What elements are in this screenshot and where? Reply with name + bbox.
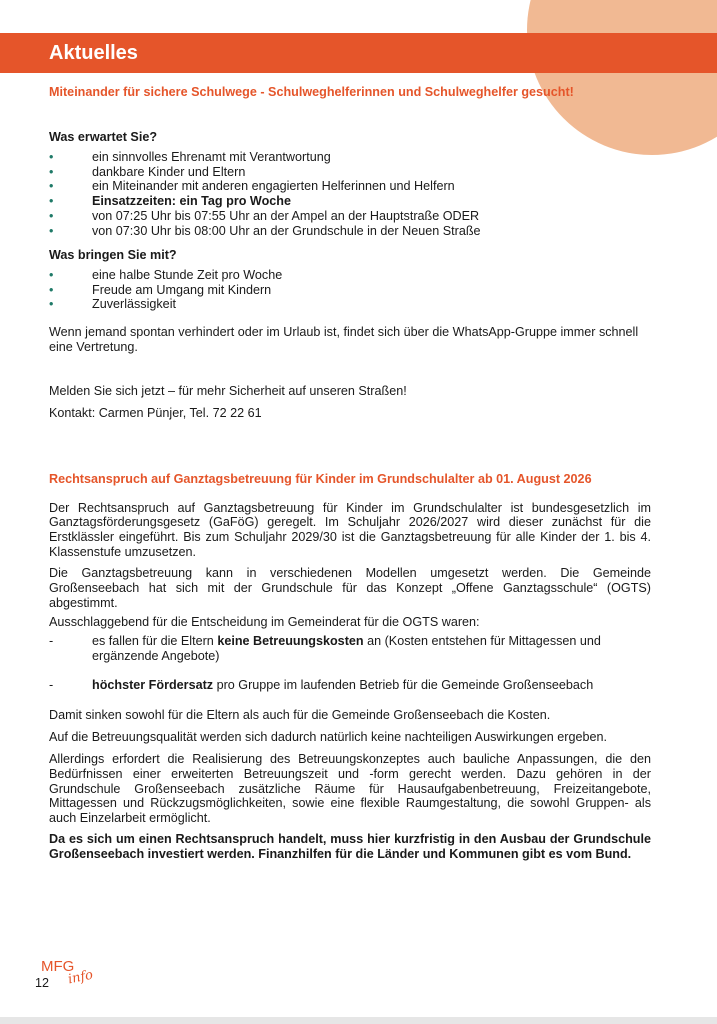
paragraph: Ausschlaggebend für die Entscheidung im Gemeinderat für die OGTS waren: (49, 614, 480, 629)
bullet-icon: • (49, 149, 54, 164)
list-item: - es fallen für die Eltern keine Betreuungskosten an (Kosten entstehen für Mittagessen und ergänzende Angebote) (49, 634, 601, 664)
bullet-icon: • (49, 194, 54, 209)
bring-list (49, 268, 651, 313)
bullet-icon: • (49, 282, 54, 297)
vertretung-paragraph: Wenn jemand spontan verhindert oder im Urlaub ist, findet sich über die WhatsApp-Gruppe immer schnell eine Vertretung. (49, 325, 639, 355)
paragraph: Die Ganztagsbetreuung kann in verschiedenen Modellen umgesetzt werden. Die Gemeinde Großenseebach hat sich mit der Grundschule für das Konzept „Offene Ganztagsschule“ (OGTS) abgestimmt. (49, 566, 651, 610)
criteria-list (49, 634, 651, 693)
page-number: 12 (35, 976, 50, 990)
paragraph-bold: Da es sich um einen Rechtsanspruch handelt, muss hier kurzfristig in den Ausbau der Grundschule Großenseebach investiert werden. Finanzhilfen für die Länder und Kommunen gibt es vom Bund. (49, 832, 651, 861)
call-to-action: Melden Sie sich jetzt – für mehr Sicherheit auf unseren Straßen! (49, 384, 407, 399)
page-title: Aktuelles (49, 42, 138, 64)
expect-heading: Was erwartet Sie? (49, 129, 158, 144)
list-item: • dankbare Kinder und Eltern (49, 164, 246, 179)
paragraph: Der Rechtsanspruch auf Ganztagsbetreuung für Kinder im Grundschulalter ist bundesgesetzlich im Ganztagsförderungsgesetz (GaFöG) geregelt. Im Schuljahr 2026/2027 wird dieser zunächst für die Erstklässler eingeführt. Bis zum Schuljahr 2029/30 ist die Ganztagsbetreuung für alle Kinder der 1. bis 4. Klassenstufe umzusetzen. (49, 500, 651, 560)
bullet-icon: • (49, 179, 54, 194)
dash-icon: - (49, 678, 54, 693)
list-item: • eine halbe Stunde Zeit pro Woche (49, 267, 283, 282)
list-item: • Einsatzzeiten: ein Tag pro Woche (49, 194, 291, 209)
mfg-logo: MFG (41, 958, 75, 975)
bullet-icon: • (49, 209, 54, 224)
bring-heading: Was bringen Sie mit? (49, 247, 177, 262)
paragraph: Auf die Betreuungsqualität werden sich dadurch natürlich keine nachteiligen Auswirkungen ergeben. (49, 729, 607, 744)
main-content (49, 85, 651, 862)
section-banner (0, 33, 717, 73)
paragraph: Damit sinken sowohl für die Eltern als auch für die Gemeinde Großenseebach die Kosten. (49, 708, 551, 723)
info-logo: info (66, 967, 95, 988)
list-item: • ein sinnvolles Ehrenamt mit Verantwortung (49, 149, 331, 164)
list-item: • von 07:25 Uhr bis 07:55 Uhr an der Ampel an der Hauptstraße ODER (49, 209, 480, 224)
list-item: - höchster Fördersatz pro Gruppe im laufenden Betrieb für die Gemeinde Großenseebach (49, 678, 594, 693)
bottom-rule (0, 1017, 717, 1024)
contact-line: Kontakt: Carmen Pünjer, Tel. 72 22 61 (49, 405, 262, 420)
list-item: • Zuverlässigkeit (49, 297, 176, 312)
bullet-icon: • (49, 267, 54, 282)
bullet-icon: • (49, 297, 54, 312)
article1-heading: Miteinander für sichere Schulwege - Schulweghelferinnen und Schulweghelfer gesucht! (49, 85, 574, 99)
paragraph: Allerdings erfordert die Realisierung des Betreuungskonzeptes auch bauliche Anpassungen, die den Bedürfnissen einer erweiterten Betreuungszeit und -form gerecht werden. Dazu gehören in der Grundschule Großenseebach zusätzliche Räume für Hausaufgabenbetreuung, Freizeitangebote, Mittagessen und Rückzugsmöglichkeiten, sowie eine flexible Raumgestaltung, die sowohl Gruppen- als auch Einzelarbeit ermöglicht. (49, 751, 651, 826)
dash-icon: - (49, 634, 54, 649)
list-item: • von 07:30 Uhr bis 08:00 Uhr an der Grundschule in der Neuen Straße (49, 224, 481, 239)
expect-list (49, 150, 651, 239)
article2-heading: Rechtsanspruch auf Ganztagsbetreuung für Kinder im Grundschulalter ab 01. August 2026 (49, 471, 592, 486)
list-item: • Freude am Umgang mit Kindern (49, 282, 272, 297)
bullet-icon: • (49, 164, 54, 179)
bullet-icon: • (49, 224, 54, 239)
list-item: • ein Miteinander mit anderen engagierten Helferinnen und Helfern (49, 179, 455, 194)
